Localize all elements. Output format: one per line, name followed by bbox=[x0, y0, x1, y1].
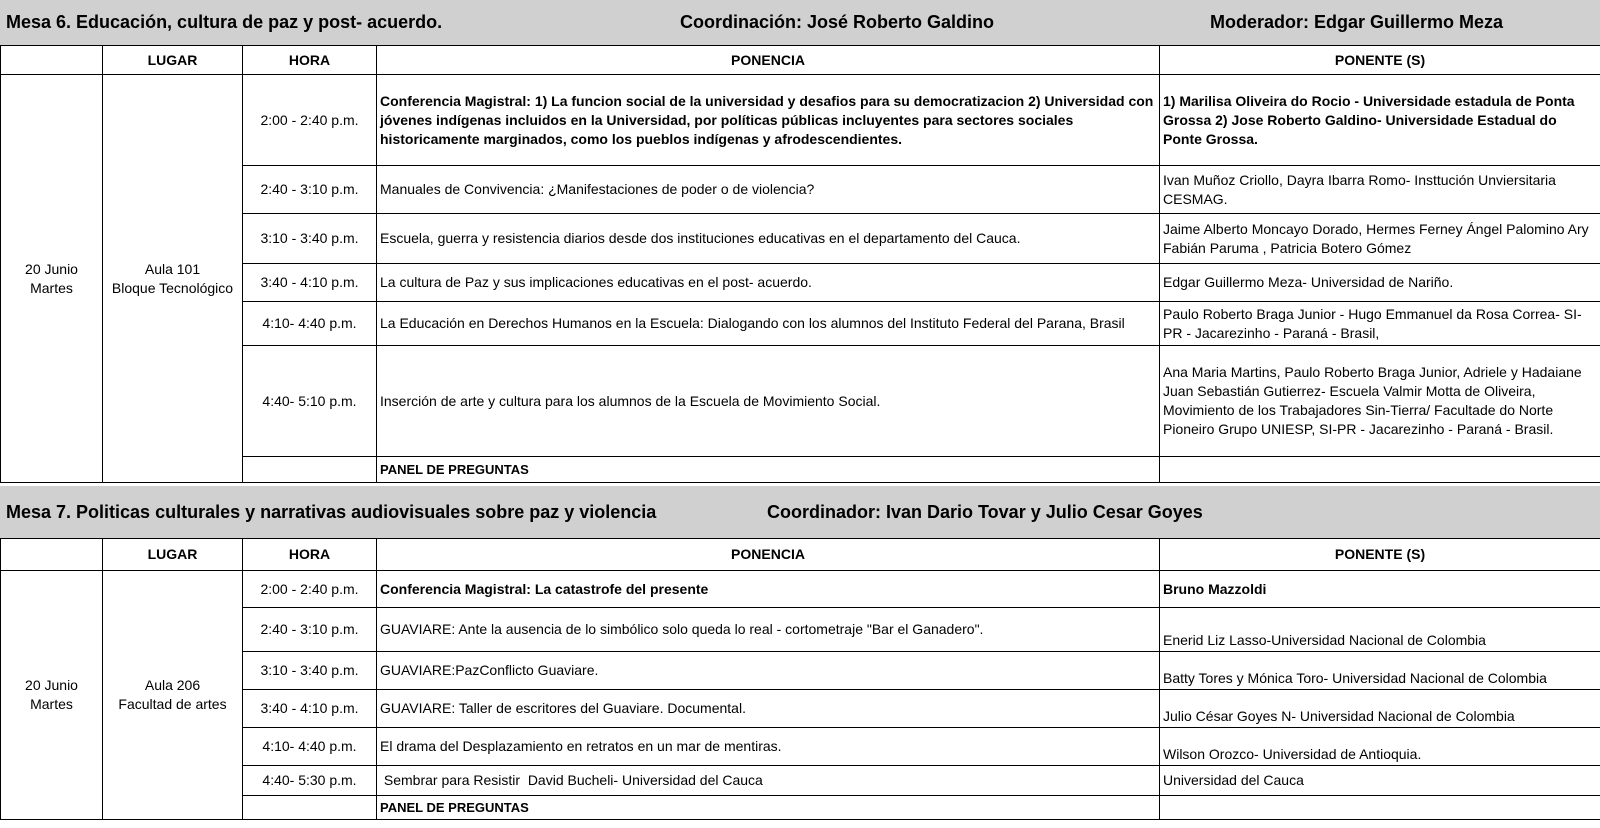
row-hora: 2:00 - 2:40 p.m. bbox=[243, 571, 377, 608]
mesa7-date-cell bbox=[1, 571, 103, 820]
mesa7-aula: Aula 206 bbox=[144, 677, 201, 693]
mesa7-header-hora: HORA bbox=[243, 539, 377, 571]
row-ponentes: Paulo Roberto Braga Junior - Hugo Emmanuel da Rosa Correa- SI-PR - Jacarezinho - Paraná - Brasil, bbox=[1160, 302, 1600, 346]
row-ponentes: Bruno Mazzoldi bbox=[1160, 571, 1600, 608]
row-ponencia: Escuela, guerra y resistencia diarios desde dos instituciones educativas en el departamento del Cauca. bbox=[377, 214, 1160, 264]
mesa6-panel: PANEL DE PREGUNTAS bbox=[377, 457, 1160, 483]
mesa6-header-lugar: LUGAR bbox=[103, 46, 243, 75]
row-ponentes: 1) Marilisa Oliveira do Rocio - Universidade estadula de Ponta Grossa 2) Jose Roberto Galdino- Universidade Estadual do Ponte Grossa. bbox=[1160, 75, 1600, 166]
mesa7-fecha: 20 Junio bbox=[25, 677, 78, 693]
row-ponencia: Conferencia Magistral: 1) La funcion social de la universidad y desafios para su democratizacion 2) Universidad con jóvenes indígenas incluidos en la Universidad, por políticas públicas incluyentes para sectores sociales historicamente marginados, como los pueblos indígenas y afrodescendientes. bbox=[377, 75, 1160, 166]
mesa7-header-ponencia: PONENCIA bbox=[377, 539, 1160, 571]
row-hora: 3:10 - 3:40 p.m. bbox=[243, 214, 377, 264]
mesa6-aula: Aula 101 bbox=[144, 260, 201, 277]
mesa7-table bbox=[0, 538, 1600, 820]
row-ponentes: Ana Maria Martins, Paulo Roberto Braga Junior, Adriele y Hadaiane Juan Sebastián Gutierrez- Escuela Valmir Motta de Oliveira, Movimiento de los Trabajadores Sin-Tierra/ Facultade do Norte Pioneiro Grupo UNIESP, SI-PR - Jacarezinho - Paraná - Brasil. bbox=[1160, 346, 1600, 457]
row-hora: 2:40 - 3:10 p.m. bbox=[243, 608, 377, 652]
mesa6-title: Mesa 6. Educación, cultura de paz y post- acuerdo. bbox=[6, 12, 443, 32]
mesa6-bloque: Bloque Tecnológico bbox=[111, 279, 234, 296]
row-ponencia: Sembrar para Resistir David Bucheli- Universidad del Cauca bbox=[377, 766, 1160, 796]
row-ponencia: El drama del Desplazamiento en retratos en un mar de mentiras. bbox=[377, 728, 1160, 766]
row-ponencia: GUAVIARE: Taller de escritores del Guaviare. Documental. bbox=[377, 690, 1160, 728]
mesa6-coordinacion: Coordinación: José Roberto Galdino bbox=[680, 12, 995, 32]
row-hora: 4:40- 5:10 p.m. bbox=[243, 346, 377, 457]
row-hora: 4:40- 5:30 p.m. bbox=[243, 766, 377, 796]
row-hora: 4:10- 4:40 p.m. bbox=[243, 728, 377, 766]
row-ponencia: Manuales de Convivencia: ¿Manifestaciones de poder o de violencia? bbox=[377, 166, 1160, 214]
row-hora: 3:10 - 3:40 p.m. bbox=[243, 652, 377, 690]
mesa7-banner bbox=[0, 486, 1600, 538]
mesa7-coordinador: Coordinador: Ivan Dario Tovar y Julio Cesar Goyes bbox=[767, 502, 1203, 522]
row-ponencia: La Educación en Derechos Humanos en la Escuela: Dialogando con los alumnos del Instituto Federal del Parana, Brasil bbox=[377, 302, 1160, 346]
mesa6-moderador: Moderador: Edgar Guillermo Meza bbox=[1210, 12, 1504, 32]
row-hora: 2:00 - 2:40 p.m. bbox=[243, 75, 377, 166]
mesa6-table bbox=[0, 45, 1600, 483]
mesa7-bloque: Facultad de artes bbox=[118, 696, 227, 712]
row-hora: 2:40 - 3:10 p.m. bbox=[243, 166, 377, 214]
table-row bbox=[1, 75, 1600, 166]
row-ponencia: Inserción de arte y cultura para los alumnos de la Escuela de Movimiento Social. bbox=[377, 346, 1160, 457]
mesa6-fecha: 20 Junio bbox=[25, 260, 78, 277]
mesa6-dia: Martes bbox=[30, 279, 73, 296]
mesa7-dia: Martes bbox=[30, 696, 73, 712]
row-ponentes: Enerid Liz Lasso-Universidad Nacional de Colombia bbox=[1160, 608, 1600, 652]
row-ponentes: Batty Tores y Mónica Toro- Universidad Nacional de Colombia bbox=[1160, 652, 1600, 690]
table-row bbox=[1, 571, 1600, 608]
mesa6-header-ponencia: PONENCIA bbox=[377, 46, 1160, 75]
row-ponentes: Wilson Orozco- Universidad de Antioquia. bbox=[1160, 728, 1600, 766]
row-ponencia: GUAVIARE: Ante la ausencia de lo simbólico solo queda lo real - cortometraje "Bar el Ganadero". bbox=[377, 608, 1160, 652]
row-ponentes: Ivan Muñoz Criollo, Dayra Ibarra Romo- Insttución Unviersitaria CESMAG. bbox=[1160, 166, 1600, 214]
row-hora: 3:40 - 4:10 p.m. bbox=[243, 264, 377, 302]
row-ponencia: GUAVIARE:PazConflicto Guaviare. bbox=[377, 652, 1160, 690]
row-ponentes: Jaime Alberto Moncayo Dorado, Hermes Ferney Ángel Palomino Ary Fabián Paruma , Patricia Botero Gómez bbox=[1160, 214, 1600, 264]
mesa7-header-empty bbox=[1, 539, 103, 571]
mesa6-banner bbox=[0, 0, 1600, 45]
mesa7-title: Mesa 7. Politicas culturales y narrativas audiovisuales sobre paz y violencia bbox=[6, 502, 657, 522]
row-ponentes: Edgar Guillermo Meza- Universidad de Nariño. bbox=[1160, 264, 1600, 302]
row-ponentes: Julio César Goyes N- Universidad Nacional de Colombia bbox=[1160, 690, 1600, 728]
mesa7-header-ponentes: PONENTE (S) bbox=[1160, 539, 1600, 571]
row-hora: 4:10- 4:40 p.m. bbox=[243, 302, 377, 346]
mesa7-header-lugar: LUGAR bbox=[103, 539, 243, 571]
mesa6-header-empty bbox=[1, 46, 103, 75]
row-hora: 3:40 - 4:10 p.m. bbox=[243, 690, 377, 728]
mesa7-panel: PANEL DE PREGUNTAS bbox=[377, 796, 1160, 820]
row-ponencia: Conferencia Magistral: La catastrofe del presente bbox=[377, 571, 1160, 608]
row-ponentes: Universidad del Cauca bbox=[1160, 766, 1600, 796]
mesa7-lugar-cell bbox=[103, 571, 243, 820]
mesa6-header-hora: HORA bbox=[243, 46, 377, 75]
mesa6-lugar-cell bbox=[103, 75, 243, 483]
mesa6-date-cell bbox=[1, 75, 103, 483]
row-ponencia: La cultura de Paz y sus implicaciones educativas en el post- acuerdo. bbox=[377, 264, 1160, 302]
mesa6-header-ponentes: PONENTE (S) bbox=[1160, 46, 1600, 75]
